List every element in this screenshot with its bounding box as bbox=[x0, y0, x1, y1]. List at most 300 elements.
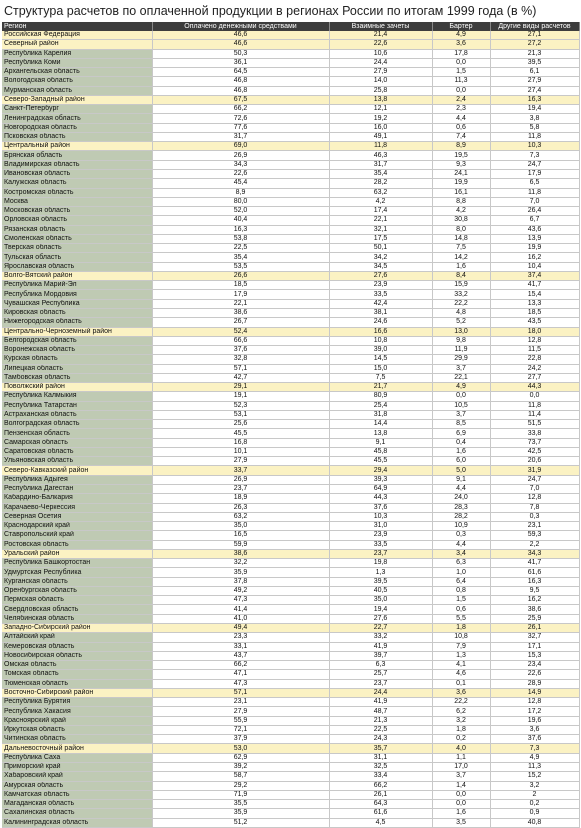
region-cell: Тамбовская область bbox=[2, 373, 152, 382]
table-row bbox=[2, 49, 579, 58]
barter-cell: 6,0 bbox=[432, 457, 490, 466]
table-row bbox=[2, 410, 579, 419]
cash-cell: 27,9 bbox=[152, 457, 329, 466]
barter-cell: 33,2 bbox=[432, 290, 490, 299]
offsets-cell: 48,7 bbox=[329, 707, 432, 716]
cash-cell: 51,2 bbox=[152, 818, 329, 827]
barter-cell: 1,5 bbox=[432, 68, 490, 77]
offsets-cell: 80,9 bbox=[329, 392, 432, 401]
table-row bbox=[2, 540, 579, 549]
region-cell: Центрально-Черноземный район bbox=[2, 327, 152, 336]
cash-cell: 39,2 bbox=[152, 762, 329, 771]
table-row bbox=[2, 605, 579, 614]
barter-cell: 4,4 bbox=[432, 114, 490, 123]
cash-cell: 53,5 bbox=[152, 262, 329, 271]
header-other: Другие виды расчетов bbox=[490, 22, 579, 31]
table-row bbox=[2, 661, 579, 670]
cash-cell: 35,0 bbox=[152, 522, 329, 531]
table-row bbox=[2, 225, 579, 234]
barter-cell: 5,5 bbox=[432, 614, 490, 623]
offsets-cell: 33,5 bbox=[329, 540, 432, 549]
region-cell: Волгоградская область bbox=[2, 420, 152, 429]
table-row bbox=[2, 197, 579, 206]
barter-cell: 5,2 bbox=[432, 318, 490, 327]
cash-cell: 31,7 bbox=[152, 132, 329, 141]
other-cell: 24,2 bbox=[490, 364, 579, 373]
cash-cell: 46,8 bbox=[152, 77, 329, 86]
barter-cell: 24,1 bbox=[432, 169, 490, 178]
table-row bbox=[2, 364, 579, 373]
region-cell: Магаданская область bbox=[2, 800, 152, 809]
offsets-cell: 22,7 bbox=[329, 624, 432, 633]
cash-cell: 32,8 bbox=[152, 355, 329, 364]
offsets-cell: 31,7 bbox=[329, 160, 432, 169]
cash-cell: 36,1 bbox=[152, 58, 329, 67]
barter-cell: 4,2 bbox=[432, 207, 490, 216]
table-row bbox=[2, 188, 579, 197]
region-cell: Саратовская область bbox=[2, 447, 152, 456]
header-region: Регион bbox=[2, 22, 152, 31]
region-cell: Самарская область bbox=[2, 438, 152, 447]
barter-cell: 29,9 bbox=[432, 355, 490, 364]
table-row bbox=[2, 781, 579, 790]
barter-cell: 0,8 bbox=[432, 586, 490, 595]
other-cell: 34,3 bbox=[490, 549, 579, 558]
other-cell: 12,8 bbox=[490, 494, 579, 503]
other-cell: 11,8 bbox=[490, 401, 579, 410]
table-row bbox=[2, 531, 579, 540]
table-row-summary bbox=[2, 327, 579, 336]
cash-cell: 17,9 bbox=[152, 290, 329, 299]
offsets-cell: 39,3 bbox=[329, 475, 432, 484]
offsets-cell: 19,4 bbox=[329, 605, 432, 614]
barter-cell: 4,9 bbox=[432, 383, 490, 392]
offsets-cell: 7,5 bbox=[329, 373, 432, 382]
other-cell: 28,9 bbox=[490, 679, 579, 688]
barter-cell: 11,9 bbox=[432, 346, 490, 355]
other-cell: 18,0 bbox=[490, 327, 579, 336]
region-cell: Северный район bbox=[2, 40, 152, 49]
barter-cell: 28,3 bbox=[432, 503, 490, 512]
barter-cell: 9,8 bbox=[432, 336, 490, 345]
table-row bbox=[2, 244, 579, 253]
other-cell: 3,8 bbox=[490, 114, 579, 123]
table-row bbox=[2, 346, 579, 355]
cash-cell: 52,0 bbox=[152, 207, 329, 216]
other-cell: 20,6 bbox=[490, 457, 579, 466]
table-row bbox=[2, 308, 579, 317]
offsets-cell: 39,0 bbox=[329, 346, 432, 355]
table-row-summary bbox=[2, 466, 579, 475]
other-cell: 42,5 bbox=[490, 447, 579, 456]
table-row bbox=[2, 58, 579, 67]
table-row bbox=[2, 290, 579, 299]
offsets-cell: 49,1 bbox=[329, 132, 432, 141]
cash-cell: 41,4 bbox=[152, 605, 329, 614]
offsets-cell: 24,6 bbox=[329, 318, 432, 327]
region-cell: Кабардино-Балкария bbox=[2, 494, 152, 503]
other-cell: 27,1 bbox=[490, 31, 579, 40]
header-offsets: Взаимные зачеты bbox=[329, 22, 432, 31]
cash-cell: 26,9 bbox=[152, 151, 329, 160]
region-cell: Российская Федерация bbox=[2, 31, 152, 40]
region-cell: Пермская область bbox=[2, 596, 152, 605]
table-row bbox=[2, 522, 579, 531]
barter-cell: 8,5 bbox=[432, 420, 490, 429]
regions-table bbox=[2, 22, 580, 828]
other-cell: 15,3 bbox=[490, 651, 579, 660]
cash-cell: 58,7 bbox=[152, 772, 329, 781]
other-cell: 16,2 bbox=[490, 596, 579, 605]
cash-cell: 26,6 bbox=[152, 271, 329, 280]
other-cell: 17,2 bbox=[490, 707, 579, 716]
other-cell: 27,2 bbox=[490, 40, 579, 49]
table-row bbox=[2, 818, 579, 827]
offsets-cell: 24,4 bbox=[329, 58, 432, 67]
table-row bbox=[2, 105, 579, 114]
other-cell: 13,9 bbox=[490, 234, 579, 243]
table-row-summary bbox=[2, 744, 579, 753]
region-cell: Смоленская область bbox=[2, 234, 152, 243]
barter-cell: 2,3 bbox=[432, 105, 490, 114]
region-cell: Томская область bbox=[2, 670, 152, 679]
table-row bbox=[2, 77, 579, 86]
region-cell: Центральный район bbox=[2, 142, 152, 151]
offsets-cell: 14,5 bbox=[329, 355, 432, 364]
offsets-cell: 39,5 bbox=[329, 577, 432, 586]
cash-cell: 62,9 bbox=[152, 753, 329, 762]
other-cell: 18,5 bbox=[490, 308, 579, 317]
offsets-cell: 4,5 bbox=[329, 818, 432, 827]
cash-cell: 37,6 bbox=[152, 346, 329, 355]
offsets-cell: 10,3 bbox=[329, 512, 432, 521]
cash-cell: 22,6 bbox=[152, 169, 329, 178]
barter-cell: 3,4 bbox=[432, 549, 490, 558]
cash-cell: 77,6 bbox=[152, 123, 329, 132]
barter-cell: 17,8 bbox=[432, 49, 490, 58]
barter-cell: 3,7 bbox=[432, 364, 490, 373]
offsets-cell: 21,4 bbox=[329, 31, 432, 40]
offsets-cell: 23,7 bbox=[329, 549, 432, 558]
other-cell: 27,4 bbox=[490, 86, 579, 95]
offsets-cell: 4,2 bbox=[329, 197, 432, 206]
other-cell: 11,4 bbox=[490, 410, 579, 419]
region-cell: Северо-Кавказский район bbox=[2, 466, 152, 475]
region-cell: Республика Марий-Эл bbox=[2, 281, 152, 290]
table-row bbox=[2, 577, 579, 586]
region-cell: Челябинская область bbox=[2, 614, 152, 623]
offsets-cell: 42,4 bbox=[329, 299, 432, 308]
barter-cell: 0,6 bbox=[432, 605, 490, 614]
other-cell: 31,9 bbox=[490, 466, 579, 475]
table-row bbox=[2, 234, 579, 243]
offsets-cell: 61,6 bbox=[329, 809, 432, 818]
cash-cell: 29,2 bbox=[152, 781, 329, 790]
region-cell: Санкт-Петербург bbox=[2, 105, 152, 114]
other-cell: 51,5 bbox=[490, 420, 579, 429]
barter-cell: 3,5 bbox=[432, 818, 490, 827]
table-row bbox=[2, 642, 579, 651]
barter-cell: 0,4 bbox=[432, 438, 490, 447]
barter-cell: 7,4 bbox=[432, 132, 490, 141]
barter-cell: 4,0 bbox=[432, 744, 490, 753]
other-cell: 11,3 bbox=[490, 762, 579, 771]
table-row bbox=[2, 429, 579, 438]
other-cell: 7,0 bbox=[490, 485, 579, 494]
region-cell: Ленинградская область bbox=[2, 114, 152, 123]
other-cell: 40,8 bbox=[490, 818, 579, 827]
region-cell: Мурманская область bbox=[2, 86, 152, 95]
header-cash: Оплачено денежными средствами bbox=[152, 22, 329, 31]
region-cell: Ульяновская область bbox=[2, 457, 152, 466]
other-cell: 6,1 bbox=[490, 68, 579, 77]
region-cell: Восточно-Сибирский район bbox=[2, 688, 152, 697]
other-cell: 13,3 bbox=[490, 299, 579, 308]
other-cell: 41,7 bbox=[490, 559, 579, 568]
cash-cell: 50,3 bbox=[152, 49, 329, 58]
region-cell: Удмуртская Республика bbox=[2, 568, 152, 577]
offsets-cell: 50,1 bbox=[329, 244, 432, 253]
table-row bbox=[2, 651, 579, 660]
offsets-cell: 21,3 bbox=[329, 716, 432, 725]
barter-cell: 0,0 bbox=[432, 790, 490, 799]
table-row-summary bbox=[2, 40, 579, 49]
offsets-cell: 31,8 bbox=[329, 410, 432, 419]
offsets-cell: 24,3 bbox=[329, 735, 432, 744]
table-row bbox=[2, 123, 579, 132]
cash-cell: 67,5 bbox=[152, 95, 329, 104]
other-cell: 3,6 bbox=[490, 725, 579, 734]
barter-cell: 0,3 bbox=[432, 531, 490, 540]
other-cell: 17,1 bbox=[490, 642, 579, 651]
region-cell: Уральский район bbox=[2, 549, 152, 558]
barter-cell: 13,0 bbox=[432, 327, 490, 336]
offsets-cell: 66,2 bbox=[329, 781, 432, 790]
other-cell: 2 bbox=[490, 790, 579, 799]
offsets-cell: 32,5 bbox=[329, 762, 432, 771]
other-cell: 10,4 bbox=[490, 262, 579, 271]
table-row bbox=[2, 179, 579, 188]
barter-cell: 2,4 bbox=[432, 95, 490, 104]
barter-cell: 22,1 bbox=[432, 373, 490, 382]
offsets-cell: 12,1 bbox=[329, 105, 432, 114]
table-row bbox=[2, 68, 579, 77]
barter-cell: 22,2 bbox=[432, 698, 490, 707]
cash-cell: 47,3 bbox=[152, 596, 329, 605]
offsets-cell: 6,3 bbox=[329, 661, 432, 670]
table-row bbox=[2, 586, 579, 595]
barter-cell: 1,0 bbox=[432, 568, 490, 577]
region-cell: Волго-Вятский район bbox=[2, 271, 152, 280]
region-cell: Республика Дагестан bbox=[2, 485, 152, 494]
offsets-cell: 16,0 bbox=[329, 123, 432, 132]
offsets-cell: 14,0 bbox=[329, 77, 432, 86]
other-cell: 61,6 bbox=[490, 568, 579, 577]
offsets-cell: 27,9 bbox=[329, 68, 432, 77]
other-cell: 37,6 bbox=[490, 735, 579, 744]
table-row bbox=[2, 568, 579, 577]
offsets-cell: 28,2 bbox=[329, 179, 432, 188]
table-row bbox=[2, 216, 579, 225]
other-cell: 11,8 bbox=[490, 188, 579, 197]
region-cell: Калужская область bbox=[2, 179, 152, 188]
header-barter: Бартер bbox=[432, 22, 490, 31]
region-cell: Омская область bbox=[2, 661, 152, 670]
region-cell: Курганская область bbox=[2, 577, 152, 586]
barter-cell: 9,3 bbox=[432, 160, 490, 169]
barter-cell: 8,4 bbox=[432, 271, 490, 280]
cash-cell: 52,3 bbox=[152, 401, 329, 410]
other-cell: 12,8 bbox=[490, 698, 579, 707]
cash-cell: 66,6 bbox=[152, 336, 329, 345]
cash-cell: 45,5 bbox=[152, 429, 329, 438]
barter-cell: 10,8 bbox=[432, 633, 490, 642]
cash-cell: 46,8 bbox=[152, 86, 329, 95]
table-row bbox=[2, 762, 579, 771]
other-cell: 7,8 bbox=[490, 503, 579, 512]
offsets-cell: 22,5 bbox=[329, 725, 432, 734]
offsets-cell: 27,6 bbox=[329, 614, 432, 623]
cash-cell: 53,8 bbox=[152, 234, 329, 243]
cash-cell: 53,0 bbox=[152, 744, 329, 753]
other-cell: 19,6 bbox=[490, 716, 579, 725]
region-cell: Орловская область bbox=[2, 216, 152, 225]
offsets-cell: 38,1 bbox=[329, 308, 432, 317]
region-cell: Приморский край bbox=[2, 762, 152, 771]
cash-cell: 53,1 bbox=[152, 410, 329, 419]
offsets-cell: 41,9 bbox=[329, 642, 432, 651]
cash-cell: 41,0 bbox=[152, 614, 329, 623]
cash-cell: 23,3 bbox=[152, 633, 329, 642]
cash-cell: 18,9 bbox=[152, 494, 329, 503]
region-cell: Амурская область bbox=[2, 781, 152, 790]
table-row bbox=[2, 670, 579, 679]
offsets-cell: 46,3 bbox=[329, 151, 432, 160]
cash-cell: 37,9 bbox=[152, 735, 329, 744]
barter-cell: 7,9 bbox=[432, 642, 490, 651]
offsets-cell: 17,4 bbox=[329, 207, 432, 216]
table-row bbox=[2, 753, 579, 762]
other-cell: 27,7 bbox=[490, 373, 579, 382]
cash-cell: 22,1 bbox=[152, 299, 329, 308]
barter-cell: 6,2 bbox=[432, 707, 490, 716]
cash-cell: 35,9 bbox=[152, 568, 329, 577]
barter-cell: 14,2 bbox=[432, 253, 490, 262]
cash-cell: 16,8 bbox=[152, 438, 329, 447]
table-row bbox=[2, 512, 579, 521]
offsets-cell: 25,4 bbox=[329, 401, 432, 410]
table-row bbox=[2, 114, 579, 123]
cash-cell: 32,2 bbox=[152, 559, 329, 568]
offsets-cell: 34,2 bbox=[329, 253, 432, 262]
other-cell: 19,4 bbox=[490, 105, 579, 114]
region-cell: Республика Саха bbox=[2, 753, 152, 762]
table-row bbox=[2, 633, 579, 642]
offsets-cell: 13,8 bbox=[329, 429, 432, 438]
other-cell: 0,2 bbox=[490, 800, 579, 809]
barter-cell: 1,3 bbox=[432, 651, 490, 660]
table-row bbox=[2, 475, 579, 484]
table-row bbox=[2, 494, 579, 503]
cash-cell: 43,7 bbox=[152, 651, 329, 660]
cash-cell: 19,1 bbox=[152, 392, 329, 401]
cash-cell: 35,4 bbox=[152, 253, 329, 262]
other-cell: 33,8 bbox=[490, 429, 579, 438]
cash-cell: 66,2 bbox=[152, 105, 329, 114]
other-cell: 39,5 bbox=[490, 58, 579, 67]
region-cell: Воронежская область bbox=[2, 346, 152, 355]
offsets-cell: 31,0 bbox=[329, 522, 432, 531]
other-cell: 3,2 bbox=[490, 781, 579, 790]
table-row bbox=[2, 253, 579, 262]
barter-cell: 4,1 bbox=[432, 661, 490, 670]
other-cell: 25,9 bbox=[490, 614, 579, 623]
offsets-cell: 14,4 bbox=[329, 420, 432, 429]
barter-cell: 1,1 bbox=[432, 753, 490, 762]
region-cell: Вологодская область bbox=[2, 77, 152, 86]
barter-cell: 16,1 bbox=[432, 188, 490, 197]
other-cell: 4,9 bbox=[490, 753, 579, 762]
cash-cell: 46,6 bbox=[152, 31, 329, 40]
other-cell: 43,5 bbox=[490, 318, 579, 327]
region-cell: Республика Башкортостан bbox=[2, 559, 152, 568]
table-row bbox=[2, 262, 579, 271]
barter-cell: 30,8 bbox=[432, 216, 490, 225]
offsets-cell: 22,1 bbox=[329, 216, 432, 225]
other-cell: 11,5 bbox=[490, 346, 579, 355]
region-cell: Московская область bbox=[2, 207, 152, 216]
region-cell: Владимирская область bbox=[2, 160, 152, 169]
offsets-cell: 64,3 bbox=[329, 800, 432, 809]
region-cell: Дальневосточный район bbox=[2, 744, 152, 753]
other-cell: 21,3 bbox=[490, 49, 579, 58]
table-row bbox=[2, 679, 579, 688]
offsets-cell: 64,9 bbox=[329, 485, 432, 494]
barter-cell: 17,0 bbox=[432, 762, 490, 771]
barter-cell: 1,6 bbox=[432, 809, 490, 818]
offsets-cell: 10,6 bbox=[329, 49, 432, 58]
region-cell: Краснодарский край bbox=[2, 522, 152, 531]
other-cell: 41,7 bbox=[490, 281, 579, 290]
table-header bbox=[2, 22, 579, 31]
table-row-summary bbox=[2, 624, 579, 633]
table-row bbox=[2, 735, 579, 744]
region-cell: Тюменская область bbox=[2, 679, 152, 688]
region-cell: Пензенская область bbox=[2, 429, 152, 438]
table-row bbox=[2, 438, 579, 447]
cash-cell: 49,4 bbox=[152, 624, 329, 633]
barter-cell: 1,4 bbox=[432, 781, 490, 790]
table-row bbox=[2, 355, 579, 364]
offsets-cell: 29,4 bbox=[329, 466, 432, 475]
other-cell: 7,0 bbox=[490, 197, 579, 206]
region-cell: Карачаево-Черкессия bbox=[2, 503, 152, 512]
cash-cell: 35,5 bbox=[152, 800, 329, 809]
table-row bbox=[2, 373, 579, 382]
region-cell: Поволжский район bbox=[2, 383, 152, 392]
offsets-cell: 33,4 bbox=[329, 772, 432, 781]
cash-cell: 40,4 bbox=[152, 216, 329, 225]
region-cell: Сахалинская область bbox=[2, 809, 152, 818]
cash-cell: 18,5 bbox=[152, 281, 329, 290]
region-cell: Северная Осетия bbox=[2, 512, 152, 521]
table-row bbox=[2, 716, 579, 725]
barter-cell: 8,8 bbox=[432, 197, 490, 206]
table-row bbox=[2, 392, 579, 401]
table-row bbox=[2, 614, 579, 623]
region-cell: Чувашская Республика bbox=[2, 299, 152, 308]
offsets-cell: 35,4 bbox=[329, 169, 432, 178]
